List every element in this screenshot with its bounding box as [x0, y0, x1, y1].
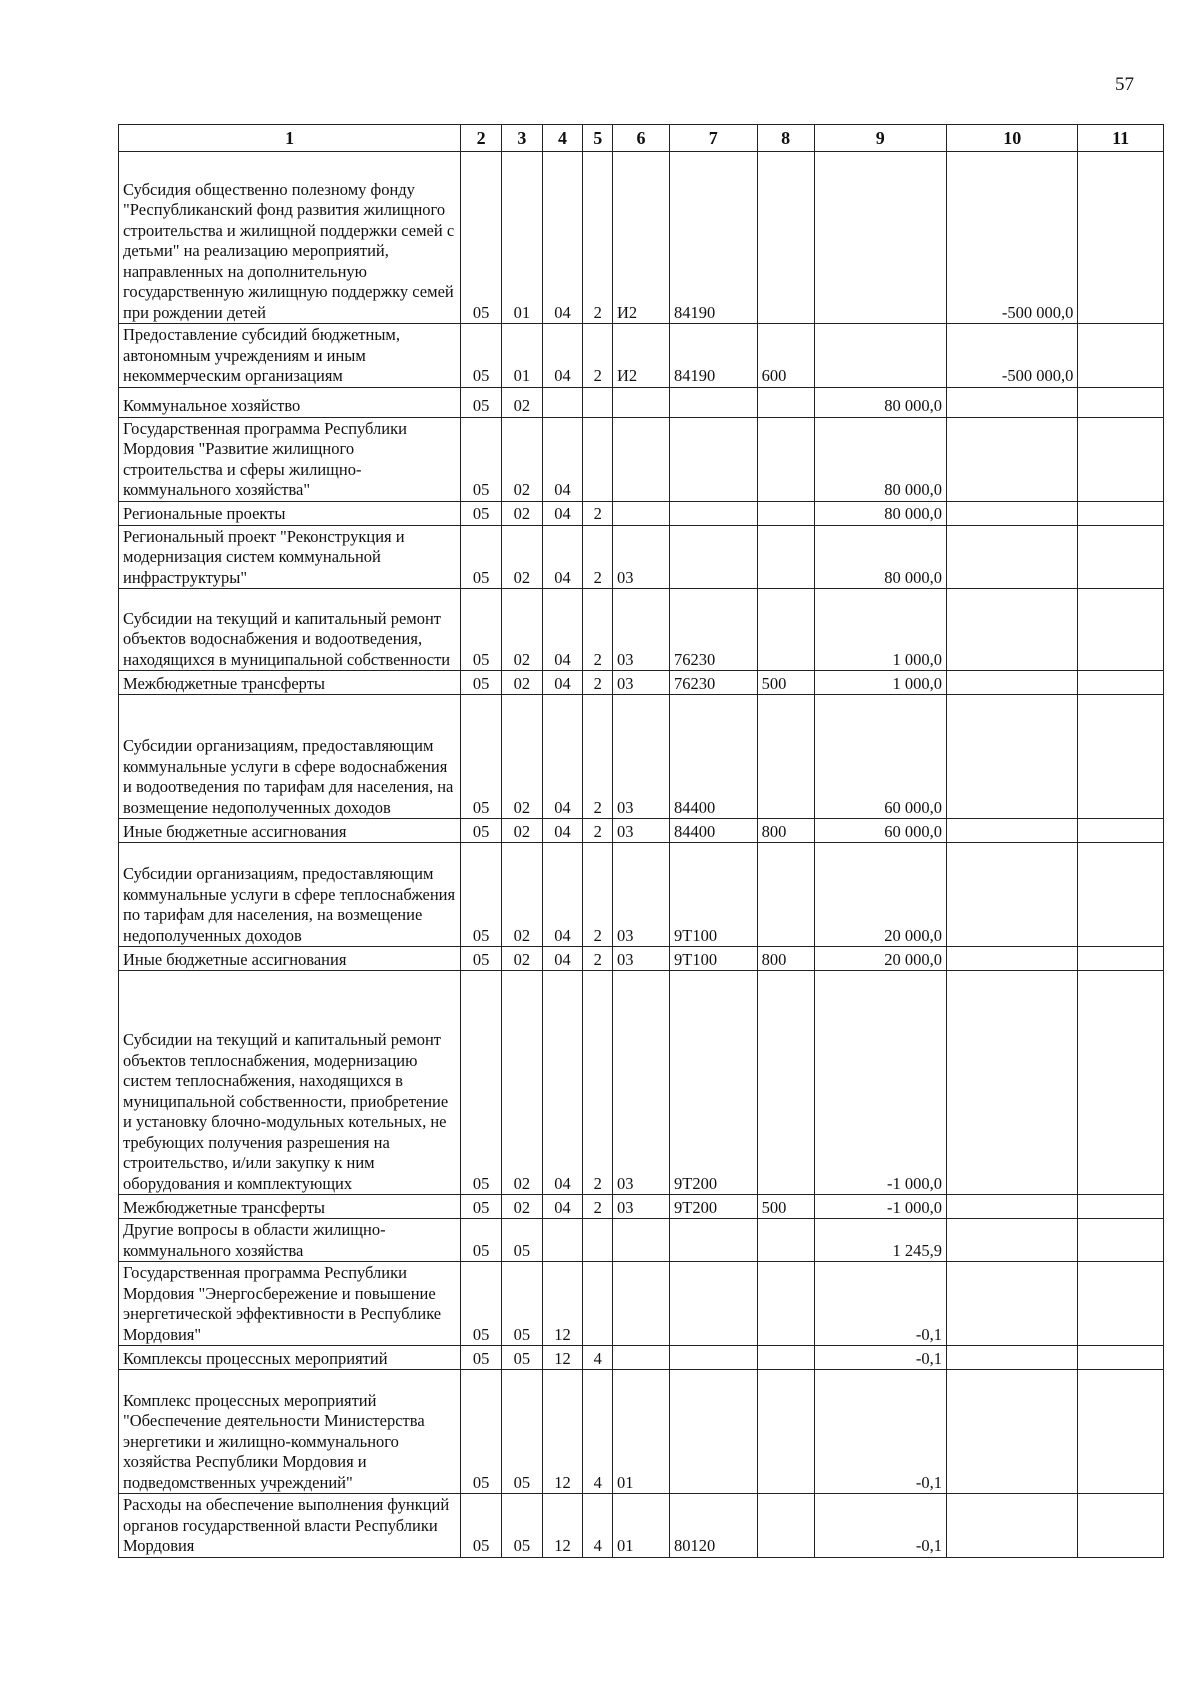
cell-col-9: [814, 152, 946, 324]
col-header-6: 6: [612, 125, 669, 152]
cell-col-3: 05: [501, 1262, 542, 1346]
cell-col-7: 9Т100: [669, 843, 757, 947]
col-header-8: 8: [757, 125, 814, 152]
cell-col-3: 05: [501, 1346, 542, 1370]
cell-col-11: [1078, 152, 1164, 324]
cell-col-11: [1078, 1195, 1164, 1219]
cell-col-11: [1078, 1346, 1164, 1370]
col-header-5: 5: [583, 125, 613, 152]
cell-col-6: 03: [612, 947, 669, 971]
cell-col-8: 800: [757, 819, 814, 843]
cell-col-3: 05: [501, 1219, 542, 1262]
cell-col-2: 05: [461, 589, 502, 671]
cell-col-2: 05: [461, 501, 502, 525]
cell-col-11: [1078, 417, 1164, 501]
row-name: Региональный проект "Реконструкция и модернизация систем коммунальной инфраструктуры": [119, 525, 461, 589]
cell-col-11: [1078, 1370, 1164, 1494]
cell-col-4: 04: [542, 501, 583, 525]
cell-col-9: 1 000,0: [814, 589, 946, 671]
cell-col-2: 05: [461, 417, 502, 501]
cell-col-3: 02: [501, 1195, 542, 1219]
row-name: Предоставление субсидий бюджетным, автономным учреждениям и иным некоммерческим организациям: [119, 324, 461, 388]
cell-col-5: 2: [583, 843, 613, 947]
cell-col-2: 05: [461, 1262, 502, 1346]
cell-col-11: [1078, 947, 1164, 971]
cell-col-9: -1 000,0: [814, 1195, 946, 1219]
table-row: [119, 1346, 1164, 1370]
cell-col-9: 80 000,0: [814, 387, 946, 417]
cell-col-3: 02: [501, 947, 542, 971]
row-name: Субсидии на текущий и капитальный ремонт объектов теплоснабжения, модернизацию систем теплоснабжения, находящихся в муниципальной собственности, приобретение и установку блочно-модульных котельных, не требующих получения разрешения на строительство, и/или закупку к ним оборудования и комплектующих: [119, 971, 461, 1195]
cell-col-6: 03: [612, 971, 669, 1195]
cell-col-9: 80 000,0: [814, 525, 946, 589]
cell-col-11: [1078, 671, 1164, 695]
cell-col-7: 9Т200: [669, 971, 757, 1195]
row-name: Комплексы процессных мероприятий: [119, 1346, 461, 1370]
table-row: [119, 501, 1164, 525]
col-header-2: 2: [461, 125, 502, 152]
cell-col-9: 1 000,0: [814, 671, 946, 695]
cell-col-2: 05: [461, 971, 502, 1195]
col-header-1: 1: [119, 125, 461, 152]
cell-col-7: 84400: [669, 819, 757, 843]
cell-col-2: 05: [461, 324, 502, 388]
cell-col-4: 04: [542, 324, 583, 388]
cell-col-5: 2: [583, 589, 613, 671]
cell-col-3: 02: [501, 525, 542, 589]
cell-col-10: [947, 387, 1078, 417]
cell-col-9: 60 000,0: [814, 819, 946, 843]
cell-col-11: [1078, 819, 1164, 843]
row-name: Субсидии организациям, предоставляющим коммунальные услуги в сфере теплоснабжения по тарифам для населения, на возмещение недополученных доходов: [119, 843, 461, 947]
cell-col-6: 03: [612, 843, 669, 947]
cell-col-7: [669, 1370, 757, 1494]
col-header-9: 9: [814, 125, 946, 152]
cell-col-10: [947, 947, 1078, 971]
cell-col-4: 04: [542, 819, 583, 843]
cell-col-9: 20 000,0: [814, 843, 946, 947]
cell-col-5: 2: [583, 819, 613, 843]
cell-col-9: -1 000,0: [814, 971, 946, 1195]
cell-col-2: 05: [461, 1346, 502, 1370]
row-name: Субсидии организациям, предоставляющим коммунальные услуги в сфере водоснабжения и водоотведения по тарифам для населения, на возмещение недополученных доходов: [119, 695, 461, 819]
cell-col-7: 9Т100: [669, 947, 757, 971]
table-row: [119, 819, 1164, 843]
row-name: Государственная программа Республики Мордовия "Развитие жилищного строительства и сферы жилищно-коммунального хозяйства": [119, 417, 461, 501]
cell-col-6: [612, 1346, 669, 1370]
table-body: [119, 152, 1164, 1558]
cell-col-11: [1078, 1219, 1164, 1262]
table-row: [119, 1262, 1164, 1346]
cell-col-9: -0,1: [814, 1262, 946, 1346]
cell-col-3: 01: [501, 324, 542, 388]
cell-col-3: 02: [501, 695, 542, 819]
cell-col-11: [1078, 501, 1164, 525]
cell-col-5: [583, 417, 613, 501]
cell-col-6: 01: [612, 1494, 669, 1558]
cell-col-11: [1078, 1262, 1164, 1346]
cell-col-8: [757, 1370, 814, 1494]
cell-col-10: -500 000,0: [947, 152, 1078, 324]
cell-col-3: 02: [501, 501, 542, 525]
cell-col-5: [583, 387, 613, 417]
table-row: [119, 843, 1164, 947]
cell-col-10: [947, 589, 1078, 671]
cell-col-8: [757, 589, 814, 671]
cell-col-2: 05: [461, 1494, 502, 1558]
cell-col-4: [542, 1219, 583, 1262]
cell-col-7: 80120: [669, 1494, 757, 1558]
row-name: Межбюджетные трансферты: [119, 1195, 461, 1219]
table-row: [119, 947, 1164, 971]
cell-col-6: [612, 501, 669, 525]
cell-col-7: 76230: [669, 671, 757, 695]
cell-col-9: -0,1: [814, 1370, 946, 1494]
cell-col-10: [947, 1219, 1078, 1262]
cell-col-5: [583, 1262, 613, 1346]
cell-col-7: [669, 387, 757, 417]
cell-col-8: 600: [757, 324, 814, 388]
cell-col-8: [757, 1262, 814, 1346]
cell-col-8: [757, 843, 814, 947]
cell-col-2: 05: [461, 671, 502, 695]
cell-col-8: [757, 525, 814, 589]
cell-col-8: [757, 417, 814, 501]
cell-col-5: 4: [583, 1494, 613, 1558]
cell-col-9: [814, 324, 946, 388]
cell-col-6: 03: [612, 819, 669, 843]
cell-col-9: 80 000,0: [814, 501, 946, 525]
table-row: [119, 971, 1164, 1195]
cell-col-7: [669, 1346, 757, 1370]
budget-table: [118, 124, 1164, 1558]
cell-col-7: 76230: [669, 589, 757, 671]
table-row: [119, 1494, 1164, 1558]
table-row: [119, 387, 1164, 417]
row-name: Межбюджетные трансферты: [119, 671, 461, 695]
cell-col-4: 04: [542, 695, 583, 819]
cell-col-6: И2: [612, 152, 669, 324]
row-name: Иные бюджетные ассигнования: [119, 819, 461, 843]
table-row: [119, 417, 1164, 501]
cell-col-6: 03: [612, 1195, 669, 1219]
cell-col-6: 03: [612, 671, 669, 695]
row-name: Региональные проекты: [119, 501, 461, 525]
cell-col-10: -500 000,0: [947, 324, 1078, 388]
cell-col-6: 03: [612, 589, 669, 671]
cell-col-8: 500: [757, 1195, 814, 1219]
cell-col-7: [669, 525, 757, 589]
cell-col-4: 04: [542, 671, 583, 695]
cell-col-8: [757, 971, 814, 1195]
cell-col-4: 12: [542, 1370, 583, 1494]
cell-col-10: [947, 417, 1078, 501]
cell-col-10: [947, 501, 1078, 525]
cell-col-10: [947, 1346, 1078, 1370]
cell-col-11: [1078, 971, 1164, 1195]
cell-col-7: 9Т200: [669, 1195, 757, 1219]
table-row: [119, 1195, 1164, 1219]
cell-col-9: -0,1: [814, 1494, 946, 1558]
cell-col-7: [669, 1219, 757, 1262]
cell-col-10: [947, 843, 1078, 947]
cell-col-10: [947, 1195, 1078, 1219]
cell-col-11: [1078, 695, 1164, 819]
cell-col-4: [542, 387, 583, 417]
header-row: [119, 125, 1164, 152]
table-row: [119, 525, 1164, 589]
cell-col-11: [1078, 525, 1164, 589]
cell-col-8: [757, 1346, 814, 1370]
cell-col-10: [947, 525, 1078, 589]
cell-col-4: 04: [542, 947, 583, 971]
cell-col-10: [947, 671, 1078, 695]
table-row: [119, 152, 1164, 324]
cell-col-4: 04: [542, 843, 583, 947]
cell-col-6: [612, 1262, 669, 1346]
cell-col-4: 04: [542, 152, 583, 324]
cell-col-6: [612, 387, 669, 417]
cell-col-7: 84400: [669, 695, 757, 819]
cell-col-4: 04: [542, 971, 583, 1195]
cell-col-4: 12: [542, 1494, 583, 1558]
table-row: [119, 1370, 1164, 1494]
table-row: [119, 695, 1164, 819]
cell-col-5: 2: [583, 1195, 613, 1219]
cell-col-7: [669, 417, 757, 501]
cell-col-2: 05: [461, 525, 502, 589]
cell-col-5: 4: [583, 1370, 613, 1494]
row-name: Комплекс процессных мероприятий "Обеспечение деятельности Министерства энергетики и жилищно-коммунального хозяйства Республики Мордовия и подведомственных учреждений": [119, 1370, 461, 1494]
cell-col-4: 04: [542, 589, 583, 671]
cell-col-11: [1078, 387, 1164, 417]
col-header-4: 4: [542, 125, 583, 152]
cell-col-9: 60 000,0: [814, 695, 946, 819]
cell-col-2: 05: [461, 843, 502, 947]
cell-col-3: 05: [501, 1494, 542, 1558]
cell-col-3: 02: [501, 589, 542, 671]
row-name: Государственная программа Республики Мордовия "Энергосбережение и повышение энергетической эффективности в Республике Мордовия": [119, 1262, 461, 1346]
cell-col-5: 2: [583, 501, 613, 525]
cell-col-5: 2: [583, 525, 613, 589]
cell-col-8: 800: [757, 947, 814, 971]
cell-col-4: 04: [542, 417, 583, 501]
row-name: Субсидии на текущий и капитальный ремонт объектов водоснабжения и водоотведения, находящихся в муниципальной собственности: [119, 589, 461, 671]
cell-col-2: 05: [461, 1195, 502, 1219]
cell-col-2: 05: [461, 1219, 502, 1262]
cell-col-5: 4: [583, 1346, 613, 1370]
col-header-3: 3: [501, 125, 542, 152]
col-header-7: 7: [669, 125, 757, 152]
page-number: 57: [1115, 74, 1134, 95]
table-row: [119, 324, 1164, 388]
cell-col-5: 2: [583, 947, 613, 971]
cell-col-7: [669, 501, 757, 525]
cell-col-3: 05: [501, 1370, 542, 1494]
cell-col-6: 03: [612, 695, 669, 819]
row-name: Субсидия общественно полезному фонду "Республиканский фонд развития жилищного строительства и жилищной поддержки семей с детьми" на реализацию мероприятий, направленных на дополнительную государственную жилищную поддержку семей при рождении детей: [119, 152, 461, 324]
cell-col-9: 1 245,9: [814, 1219, 946, 1262]
cell-col-11: [1078, 324, 1164, 388]
cell-col-2: 05: [461, 152, 502, 324]
cell-col-3: 02: [501, 843, 542, 947]
cell-col-2: 05: [461, 947, 502, 971]
cell-col-8: [757, 152, 814, 324]
cell-col-7: [669, 1262, 757, 1346]
cell-col-3: 02: [501, 387, 542, 417]
cell-col-4: 12: [542, 1262, 583, 1346]
cell-col-2: 05: [461, 1370, 502, 1494]
cell-col-4: 04: [542, 525, 583, 589]
cell-col-9: 20 000,0: [814, 947, 946, 971]
cell-col-8: [757, 695, 814, 819]
cell-col-5: 2: [583, 324, 613, 388]
cell-col-9: 80 000,0: [814, 417, 946, 501]
cell-col-3: 01: [501, 152, 542, 324]
cell-col-5: 2: [583, 695, 613, 819]
col-header-11: 11: [1078, 125, 1164, 152]
cell-col-8: 500: [757, 671, 814, 695]
row-name: Расходы на обеспечение выполнения функций органов государственной власти Республики Мордовия: [119, 1494, 461, 1558]
cell-col-4: 12: [542, 1346, 583, 1370]
cell-col-10: [947, 1494, 1078, 1558]
cell-col-3: 02: [501, 819, 542, 843]
cell-col-8: [757, 1219, 814, 1262]
table-row: [119, 1219, 1164, 1262]
cell-col-6: [612, 417, 669, 501]
cell-col-3: 02: [501, 417, 542, 501]
row-name: Иные бюджетные ассигнования: [119, 947, 461, 971]
cell-col-8: [757, 1494, 814, 1558]
cell-col-11: [1078, 1494, 1164, 1558]
cell-col-7: 84190: [669, 152, 757, 324]
cell-col-6: [612, 1219, 669, 1262]
cell-col-3: 02: [501, 971, 542, 1195]
col-header-10: 10: [947, 125, 1078, 152]
cell-col-4: 04: [542, 1195, 583, 1219]
cell-col-6: И2: [612, 324, 669, 388]
cell-col-11: [1078, 589, 1164, 671]
cell-col-5: 2: [583, 152, 613, 324]
cell-col-5: 2: [583, 671, 613, 695]
cell-col-6: 03: [612, 525, 669, 589]
cell-col-9: -0,1: [814, 1346, 946, 1370]
cell-col-5: [583, 1219, 613, 1262]
cell-col-6: 01: [612, 1370, 669, 1494]
cell-col-10: [947, 819, 1078, 843]
cell-col-10: [947, 1262, 1078, 1346]
cell-col-10: [947, 971, 1078, 1195]
cell-col-10: [947, 1370, 1078, 1494]
cell-col-2: 05: [461, 387, 502, 417]
cell-col-11: [1078, 843, 1164, 947]
row-name: Другие вопросы в области жилищно-коммунального хозяйства: [119, 1219, 461, 1262]
cell-col-5: 2: [583, 971, 613, 1195]
cell-col-3: 02: [501, 671, 542, 695]
cell-col-2: 05: [461, 695, 502, 819]
cell-col-7: 84190: [669, 324, 757, 388]
cell-col-10: [947, 695, 1078, 819]
table-row: [119, 671, 1164, 695]
cell-col-8: [757, 501, 814, 525]
table-row: [119, 589, 1164, 671]
cell-col-2: 05: [461, 819, 502, 843]
row-name: Коммунальное хозяйство: [119, 387, 461, 417]
cell-col-8: [757, 387, 814, 417]
